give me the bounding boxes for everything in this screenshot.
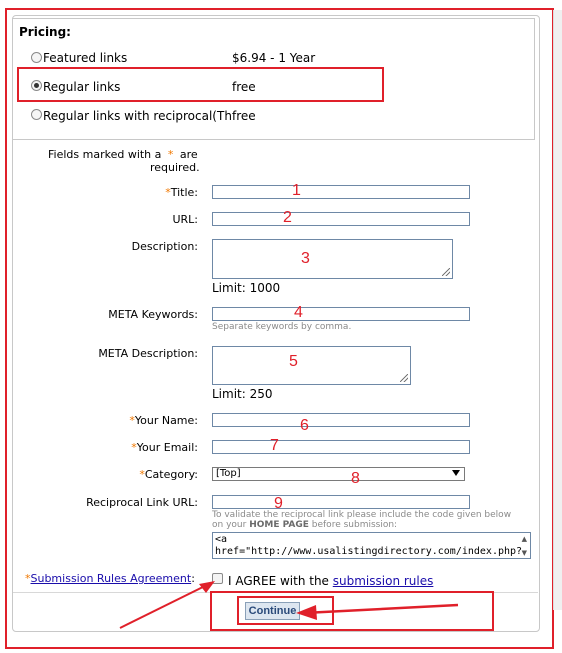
category-selected-value: [Top] bbox=[216, 468, 241, 479]
scroll-up-icon[interactable]: ▲ bbox=[521, 535, 527, 543]
option-label-regular: Regular links bbox=[43, 80, 121, 94]
category-label: *Category: bbox=[139, 468, 198, 481]
annotation-number-3: 3 bbox=[301, 250, 310, 267]
reciprocal-hint-line2: on your HOME PAGE before submission: bbox=[212, 520, 398, 530]
annotation-number-7: 7 bbox=[270, 437, 279, 454]
required-note-line1: Fields marked with a * are bbox=[48, 148, 198, 161]
agreement-label: *Submission Rules Agreement: bbox=[25, 572, 195, 585]
annotation-number-5: 5 bbox=[289, 353, 298, 370]
your-email-label: *Your Email: bbox=[131, 441, 198, 454]
reciprocal-code-line1: <a bbox=[215, 534, 228, 545]
annotation-number-2: 2 bbox=[283, 209, 292, 226]
pricing-title: Pricing: bbox=[19, 25, 71, 39]
meta-keywords-hint: Separate keywords by comma. bbox=[212, 322, 352, 332]
reciprocal-hint-line1: To validate the reciprocal link please include the code given below bbox=[212, 510, 512, 520]
scroll-down-icon[interactable]: ▼ bbox=[521, 549, 527, 557]
title-label: *Title: bbox=[165, 186, 198, 199]
arrow-to-checkbox-head bbox=[199, 581, 215, 593]
arrow-to-continue-line bbox=[304, 605, 458, 613]
annotation-number-8: 8 bbox=[351, 470, 360, 487]
annotation-number-1: 1 bbox=[292, 182, 301, 199]
annotation-number-4: 4 bbox=[294, 304, 303, 321]
agree-text: I AGREE with the submission rules bbox=[228, 574, 434, 588]
description-label: Description: bbox=[131, 240, 198, 253]
description-limit: Limit: 1000 bbox=[212, 281, 281, 295]
your-name-label: *Your Name: bbox=[129, 414, 198, 427]
annotation-number-6: 6 bbox=[300, 417, 309, 434]
meta-keywords-label: META Keywords: bbox=[108, 308, 198, 321]
submission-rules-agreement-link[interactable]: Submission Rules Agreement bbox=[30, 572, 192, 585]
option-label-reciprocal: Regular links with reciprocal(Th bbox=[43, 109, 232, 123]
required-note-line2: required. bbox=[150, 161, 200, 174]
meta-description-limit: Limit: 250 bbox=[212, 387, 273, 401]
reciprocal-url-label: Reciprocal Link URL: bbox=[86, 496, 198, 509]
reciprocal-code-line2: href="http://www.usalistingdirectory.com/index.php? bbox=[215, 546, 523, 557]
url-label: URL: bbox=[172, 213, 198, 226]
option-price-featured: $6.94 - 1 Year bbox=[232, 51, 316, 65]
arrow-to-continue-head bbox=[296, 605, 317, 620]
meta-description-label: META Description: bbox=[98, 347, 198, 360]
option-price-regular: free bbox=[232, 80, 256, 94]
annotation-number-9: 9 bbox=[274, 495, 283, 512]
arrow-to-checkbox-line bbox=[120, 583, 211, 628]
option-label-featured: Featured links bbox=[43, 51, 128, 65]
option-price-reciprocal: free bbox=[232, 109, 256, 123]
continue-button[interactable]: Continue bbox=[245, 602, 300, 620]
submission-rules-link[interactable]: submission rules bbox=[332, 574, 434, 588]
